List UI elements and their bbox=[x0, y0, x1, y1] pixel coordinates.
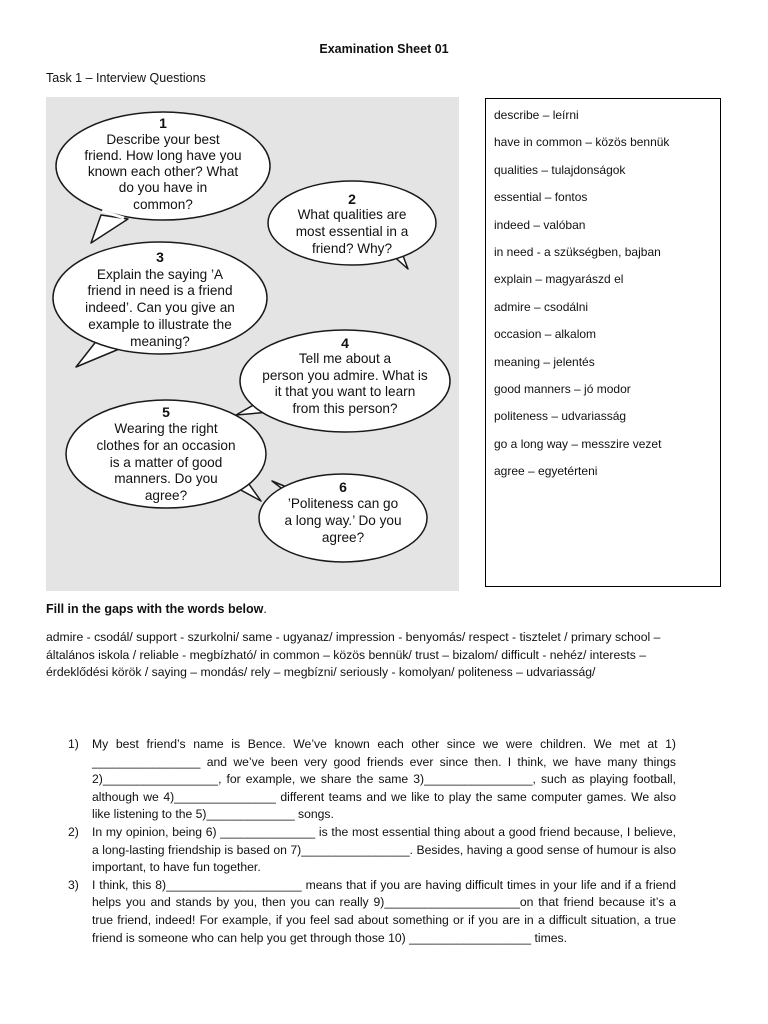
exercise-item bbox=[46, 824, 676, 877]
exercise-number: 2) bbox=[68, 824, 79, 839]
bubble-number: 1 bbox=[159, 115, 167, 131]
bubble-line: clothes for an occasion bbox=[96, 438, 236, 453]
bubble-line: indeed’. Can you give an bbox=[85, 300, 235, 315]
bubble-line: meaning? bbox=[130, 334, 190, 349]
task-heading: Task 1 – Interview Questions bbox=[46, 71, 206, 85]
bubble-number: 2 bbox=[348, 191, 356, 207]
bubble-line: person you admire. What is bbox=[262, 368, 428, 383]
word-bank: admire - csodál/ support - szurkolni/ same - ugyanaz/ impression - benyomás/ respect - tisztelet / primary school – általános iskola / reliable - megbízható/ in common – közös bennük/ trust – bizalom/ difficult - nehéz/ interests – érdeklődési körök / saying – mondás/ rely – megbízni/ seriously - komolyan/ politeness – udvariasság/ bbox=[46, 630, 661, 680]
vocab-item: explain – magyarászd el bbox=[494, 272, 624, 287]
exercise-number: 3) bbox=[68, 877, 79, 892]
vocab-item: qualities – tulajdonságok bbox=[494, 162, 626, 177]
vocab-item: admire – csodálni bbox=[494, 299, 589, 314]
speech-bubble-5 bbox=[66, 400, 266, 508]
speech-bubble-4 bbox=[236, 330, 450, 432]
vocab-item: have in common – közös bennük bbox=[494, 135, 670, 150]
bubble-line: from this person? bbox=[292, 401, 398, 416]
exercise-item bbox=[46, 736, 676, 824]
bubble-line: common? bbox=[133, 197, 193, 212]
vocab-item: in need - a szükségben, bajban bbox=[494, 244, 661, 259]
bubble-line: known each other? What bbox=[87, 164, 239, 179]
bubble-line: is a matter of good bbox=[109, 455, 223, 470]
bubble-line: example to illustrate the bbox=[88, 317, 232, 332]
fill-gaps-heading-text: Fill in the gaps with the words below bbox=[46, 602, 264, 616]
bubble-line: agree? bbox=[321, 530, 365, 545]
gap-fill-exercise bbox=[46, 736, 676, 947]
vocab-item: essential – fontos bbox=[494, 190, 588, 205]
vocab-item: go a long way – messzire vezet bbox=[494, 436, 662, 451]
speech-bubble-1 bbox=[56, 112, 270, 243]
bubble-line: Explain the saying ’A bbox=[96, 267, 224, 282]
bubble-line: Tell me about a bbox=[298, 351, 392, 366]
exercise-number: 1) bbox=[68, 737, 79, 751]
vocab-item: occasion – alkalom bbox=[494, 327, 597, 342]
bubble-line: it that you want to learn bbox=[274, 384, 416, 399]
speech-bubble-3 bbox=[53, 242, 267, 367]
bubble-line: Describe your best bbox=[106, 132, 220, 147]
vocab-item: agree – egyetérteni bbox=[494, 464, 598, 479]
bubble-line: friend. How long have you bbox=[84, 148, 242, 163]
bubble-number: 4 bbox=[341, 335, 349, 351]
speech-bubble-6 bbox=[259, 474, 427, 562]
bubble-line: friend in need is a friend bbox=[87, 283, 233, 298]
bubble-number: 5 bbox=[162, 404, 170, 420]
exercise-text: I think, this 8)____________________ means that if you are having difficult times in your life and if a friend helps you and stands by you, then you can really 9)____________________on that friend because it’s a true friend, indeed! For example, if you feel sad about something or if you are in a difficult situation, a true friend is someone who can help you get through those 10) __________________ times. bbox=[92, 877, 676, 945]
speech-bubble-2 bbox=[268, 181, 436, 269]
exercise-item bbox=[46, 877, 676, 947]
fill-gaps-heading-period: . bbox=[263, 602, 267, 616]
sheet-title: Examination Sheet 01 bbox=[319, 42, 449, 56]
exercise-text: My best friend’s name is Bence. We’ve known each other since we were children. We met at 1) ________________ and we’ve been very good friends ever since then. I think, we have many things 2)_________________, for example, we share the same 3)________________, such as playing football, although we 4)_______________ different teams and we like to play the same computer games. We also like listening to the 5)_____________ songs. bbox=[92, 737, 676, 822]
bubble-line: Wearing the right bbox=[114, 421, 218, 436]
fill-gaps-heading bbox=[46, 602, 267, 616]
bubble-number: 3 bbox=[156, 249, 164, 265]
bubble-line: agree? bbox=[144, 488, 188, 503]
vocab-item: good manners – jó modor bbox=[494, 381, 631, 396]
exercise-text: In my opinion, being 6) ______________ is the most essential thing about a good friend because, I believe, a long-lasting friendship is based on 7)________________. Besides, having a good sense of humour is also important, to have fun together. bbox=[92, 824, 676, 875]
vocabulary-box bbox=[485, 98, 721, 587]
bubble-line: friend? Why? bbox=[311, 241, 393, 256]
bubble-line: a long way.’ Do you bbox=[284, 513, 402, 528]
bubble-line: ’Politeness can go bbox=[287, 496, 399, 511]
bubble-number: 6 bbox=[339, 479, 347, 495]
bubble-line: most essential in a bbox=[295, 224, 409, 239]
vocab-item: indeed – valóban bbox=[494, 217, 586, 232]
bubble-line: do you have in bbox=[118, 180, 208, 195]
vocab-item: describe – leírni bbox=[494, 108, 579, 122]
bubble-line: What qualities are bbox=[297, 207, 407, 222]
vocab-item: politeness – udvariasság bbox=[494, 409, 627, 424]
vocab-item: meaning – jelentés bbox=[494, 354, 595, 369]
speech-bubble-illustration bbox=[46, 97, 459, 591]
bubble-line: manners. Do you bbox=[114, 471, 218, 486]
